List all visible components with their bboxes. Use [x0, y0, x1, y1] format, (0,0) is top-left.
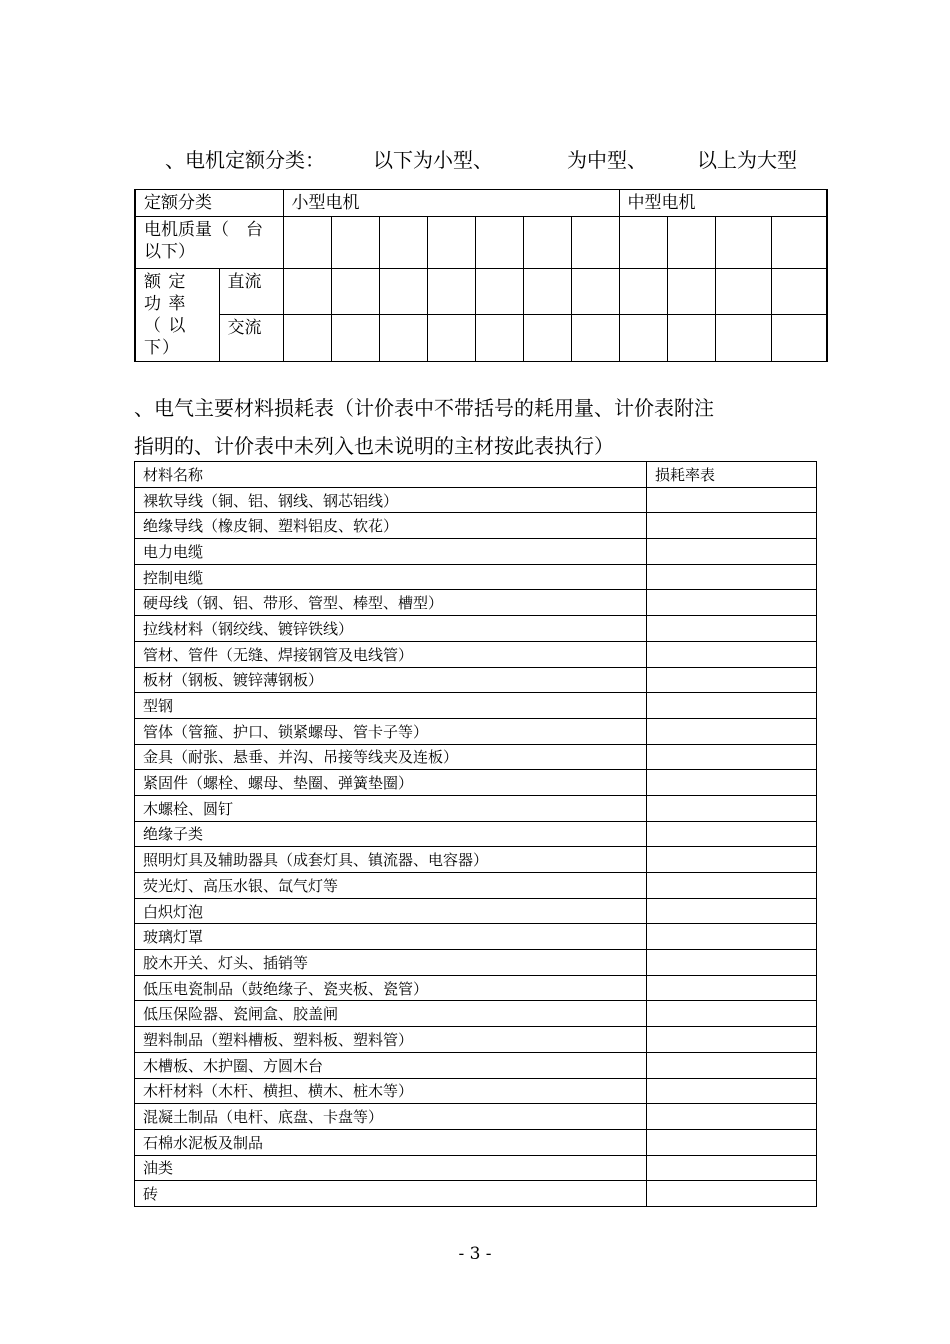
material-name-cell: 裸软导线（铜、铝、钢线、钢芯铝线） [135, 487, 647, 513]
loss-rate-cell [647, 641, 817, 667]
table-row [135, 975, 817, 1001]
material-name-cell: 金具（耐张、悬垂、并沟、吊接等线夹及连板） [135, 744, 647, 770]
table-row [135, 590, 817, 616]
table-row [135, 693, 817, 719]
material-name-cell: 紧固件（螺栓、螺母、垫圈、弹簧垫圈） [135, 770, 647, 796]
table-cell [715, 269, 771, 315]
table-row [135, 539, 817, 565]
loss-rate-cell [647, 795, 817, 821]
table-cell [475, 217, 523, 269]
table-row [135, 924, 817, 950]
material-name-cell: 砖 [135, 1181, 647, 1207]
table-cell [571, 217, 619, 269]
table-cell [523, 269, 571, 315]
table-cell [331, 314, 379, 361]
table-cell [379, 269, 427, 315]
section2-heading-line1: 、电气主要材料损耗表（计价表中不带括号的耗用量、计价表附注 [134, 396, 714, 420]
material-name-cell: 石棉水泥板及制品 [135, 1129, 647, 1155]
table-cell [571, 314, 619, 361]
table-cell [283, 217, 331, 269]
material-name-cell: 木螺栓、圆钉 [135, 795, 647, 821]
table-cell [715, 314, 771, 361]
loss-rate-cell [647, 1078, 817, 1104]
table-row [135, 1155, 817, 1181]
loss-rate-cell [647, 1104, 817, 1130]
table-cell [283, 269, 331, 315]
table-cell [619, 314, 667, 361]
section1-heading-part: 以上为大型 [697, 148, 797, 172]
loss-rate-cell [647, 616, 817, 642]
table-header-cell: 定额分类 [135, 190, 283, 217]
table-cell [523, 314, 571, 361]
table-row [135, 821, 817, 847]
loss-rate-cell [647, 975, 817, 1001]
table-cell [523, 217, 571, 269]
table-row [135, 847, 817, 873]
table-row [135, 898, 817, 924]
loss-rate-cell [647, 1027, 817, 1053]
loss-rate-cell [647, 898, 817, 924]
table-row [135, 1181, 817, 1207]
table-cell [331, 269, 379, 315]
table-cell [379, 314, 427, 361]
loss-rate-cell [647, 847, 817, 873]
loss-rate-cell [647, 873, 817, 899]
table-row [135, 770, 817, 796]
table-cell [427, 314, 475, 361]
material-name-cell: 管体（管箍、护口、锁紧螺母、管卡子等） [135, 718, 647, 744]
row-label: 额 定 功 率 （ 以下） [135, 269, 219, 362]
table-cell [619, 269, 667, 315]
row-sublabel: 直流 [219, 269, 283, 315]
loss-rate-cell [647, 1155, 817, 1181]
table-row [135, 795, 817, 821]
material-name-cell: 白炽灯泡 [135, 898, 647, 924]
table-cell [571, 269, 619, 315]
material-name-cell: 木杆材料（木杆、横担、横木、桩木等） [135, 1078, 647, 1104]
table-cell [667, 217, 715, 269]
loss-rate-cell [647, 564, 817, 590]
table-cell [715, 217, 771, 269]
loss-rate-cell [647, 924, 817, 950]
table-cell [771, 314, 827, 361]
table-row [135, 513, 817, 539]
material-loss-table [134, 461, 817, 1207]
material-name-cell: 玻璃灯罩 [135, 924, 647, 950]
material-name-cell: 混凝土制品（电杆、底盘、卡盘等） [135, 1104, 647, 1130]
loss-rate-cell [647, 950, 817, 976]
loss-rate-cell [647, 718, 817, 744]
material-name-cell: 绝缘导线（橡皮铜、塑料铝皮、软花） [135, 513, 647, 539]
table-row [135, 1104, 817, 1130]
page-number: - 3 - [458, 1244, 492, 1264]
table-row [135, 1001, 817, 1027]
table-row [135, 1078, 817, 1104]
loss-rate-cell [647, 744, 817, 770]
row-sublabel: 交流 [219, 314, 283, 361]
material-name-cell: 电力电缆 [135, 539, 647, 565]
loss-rate-cell [647, 693, 817, 719]
table-row [135, 873, 817, 899]
material-name-cell: 照明灯具及辅助器具（成套灯具、镇流器、电容器） [135, 847, 647, 873]
table-cell [331, 217, 379, 269]
loss-rate-cell [647, 513, 817, 539]
section2-heading-line2: 指明的、计价表中未列入也未说明的主材按此表执行） [134, 434, 614, 458]
loss-rate-cell [647, 770, 817, 796]
table-row [135, 487, 817, 513]
material-name-cell: 塑料制品（塑料槽板、塑料板、塑料管） [135, 1027, 647, 1053]
material-name-cell: 低压保险器、瓷闸盒、胶盖闸 [135, 1001, 647, 1027]
loss-rate-cell [647, 590, 817, 616]
material-name-cell: 型钢 [135, 693, 647, 719]
table-cell [427, 269, 475, 315]
material-name-cell: 板材（钢板、镀锌薄钢板） [135, 667, 647, 693]
loss-rate-cell [647, 667, 817, 693]
table-cell [667, 269, 715, 315]
loss-rate-cell [647, 1129, 817, 1155]
material-name-cell: 胶木开关、灯头、插销等 [135, 950, 647, 976]
column-header: 材料名称 [135, 462, 647, 488]
table-row [135, 1129, 817, 1155]
table-cell [283, 314, 331, 361]
loss-rate-cell [647, 487, 817, 513]
loss-rate-cell [647, 1181, 817, 1207]
material-name-cell: 控制电缆 [135, 564, 647, 590]
table-row [135, 1052, 817, 1078]
table-row [135, 564, 817, 590]
material-name-cell: 硬母线（钢、铝、带形、管型、棒型、槽型） [135, 590, 647, 616]
table-row [135, 667, 817, 693]
table-row [135, 744, 817, 770]
loss-rate-cell [647, 539, 817, 565]
material-name-cell: 油类 [135, 1155, 647, 1181]
table-cell [771, 269, 827, 315]
section1-heading-part: 以下为小型、 [373, 148, 493, 172]
loss-rate-cell [647, 1001, 817, 1027]
table-row [135, 616, 817, 642]
column-header: 损耗率表 [647, 462, 817, 488]
motor-classification-table [134, 189, 828, 362]
section1-heading-part: 为中型、 [567, 148, 647, 172]
row-label: 电机质量（ 台以下） [135, 217, 283, 269]
material-name-cell: 荧光灯、高压水银、氙气灯等 [135, 873, 647, 899]
table-cell [475, 314, 523, 361]
table-row [135, 1027, 817, 1053]
table-row [135, 641, 817, 667]
material-name-cell: 绝缘子类 [135, 821, 647, 847]
table-row [135, 950, 817, 976]
loss-rate-cell [647, 821, 817, 847]
table-cell [619, 217, 667, 269]
table-cell [475, 269, 523, 315]
table-cell [771, 217, 827, 269]
material-name-cell: 拉线材料（钢绞线、镀锌铁线） [135, 616, 647, 642]
table-cell [427, 217, 475, 269]
material-name-cell: 管材、管件（无缝、焊接钢管及电线管） [135, 641, 647, 667]
section1-heading-part: 、电机定额分类： [165, 148, 325, 172]
material-name-cell: 木槽板、木护圈、方圆木台 [135, 1052, 647, 1078]
material-rows [135, 487, 817, 1206]
material-name-cell: 低压电瓷制品（鼓绝缘子、瓷夹板、瓷管） [135, 975, 647, 1001]
table-cell [667, 314, 715, 361]
table-cell [379, 217, 427, 269]
table-header-cell: 小型电机 [283, 190, 619, 217]
table-row [135, 718, 817, 744]
table-header-cell: 中型电机 [619, 190, 827, 217]
loss-rate-cell [647, 1052, 817, 1078]
